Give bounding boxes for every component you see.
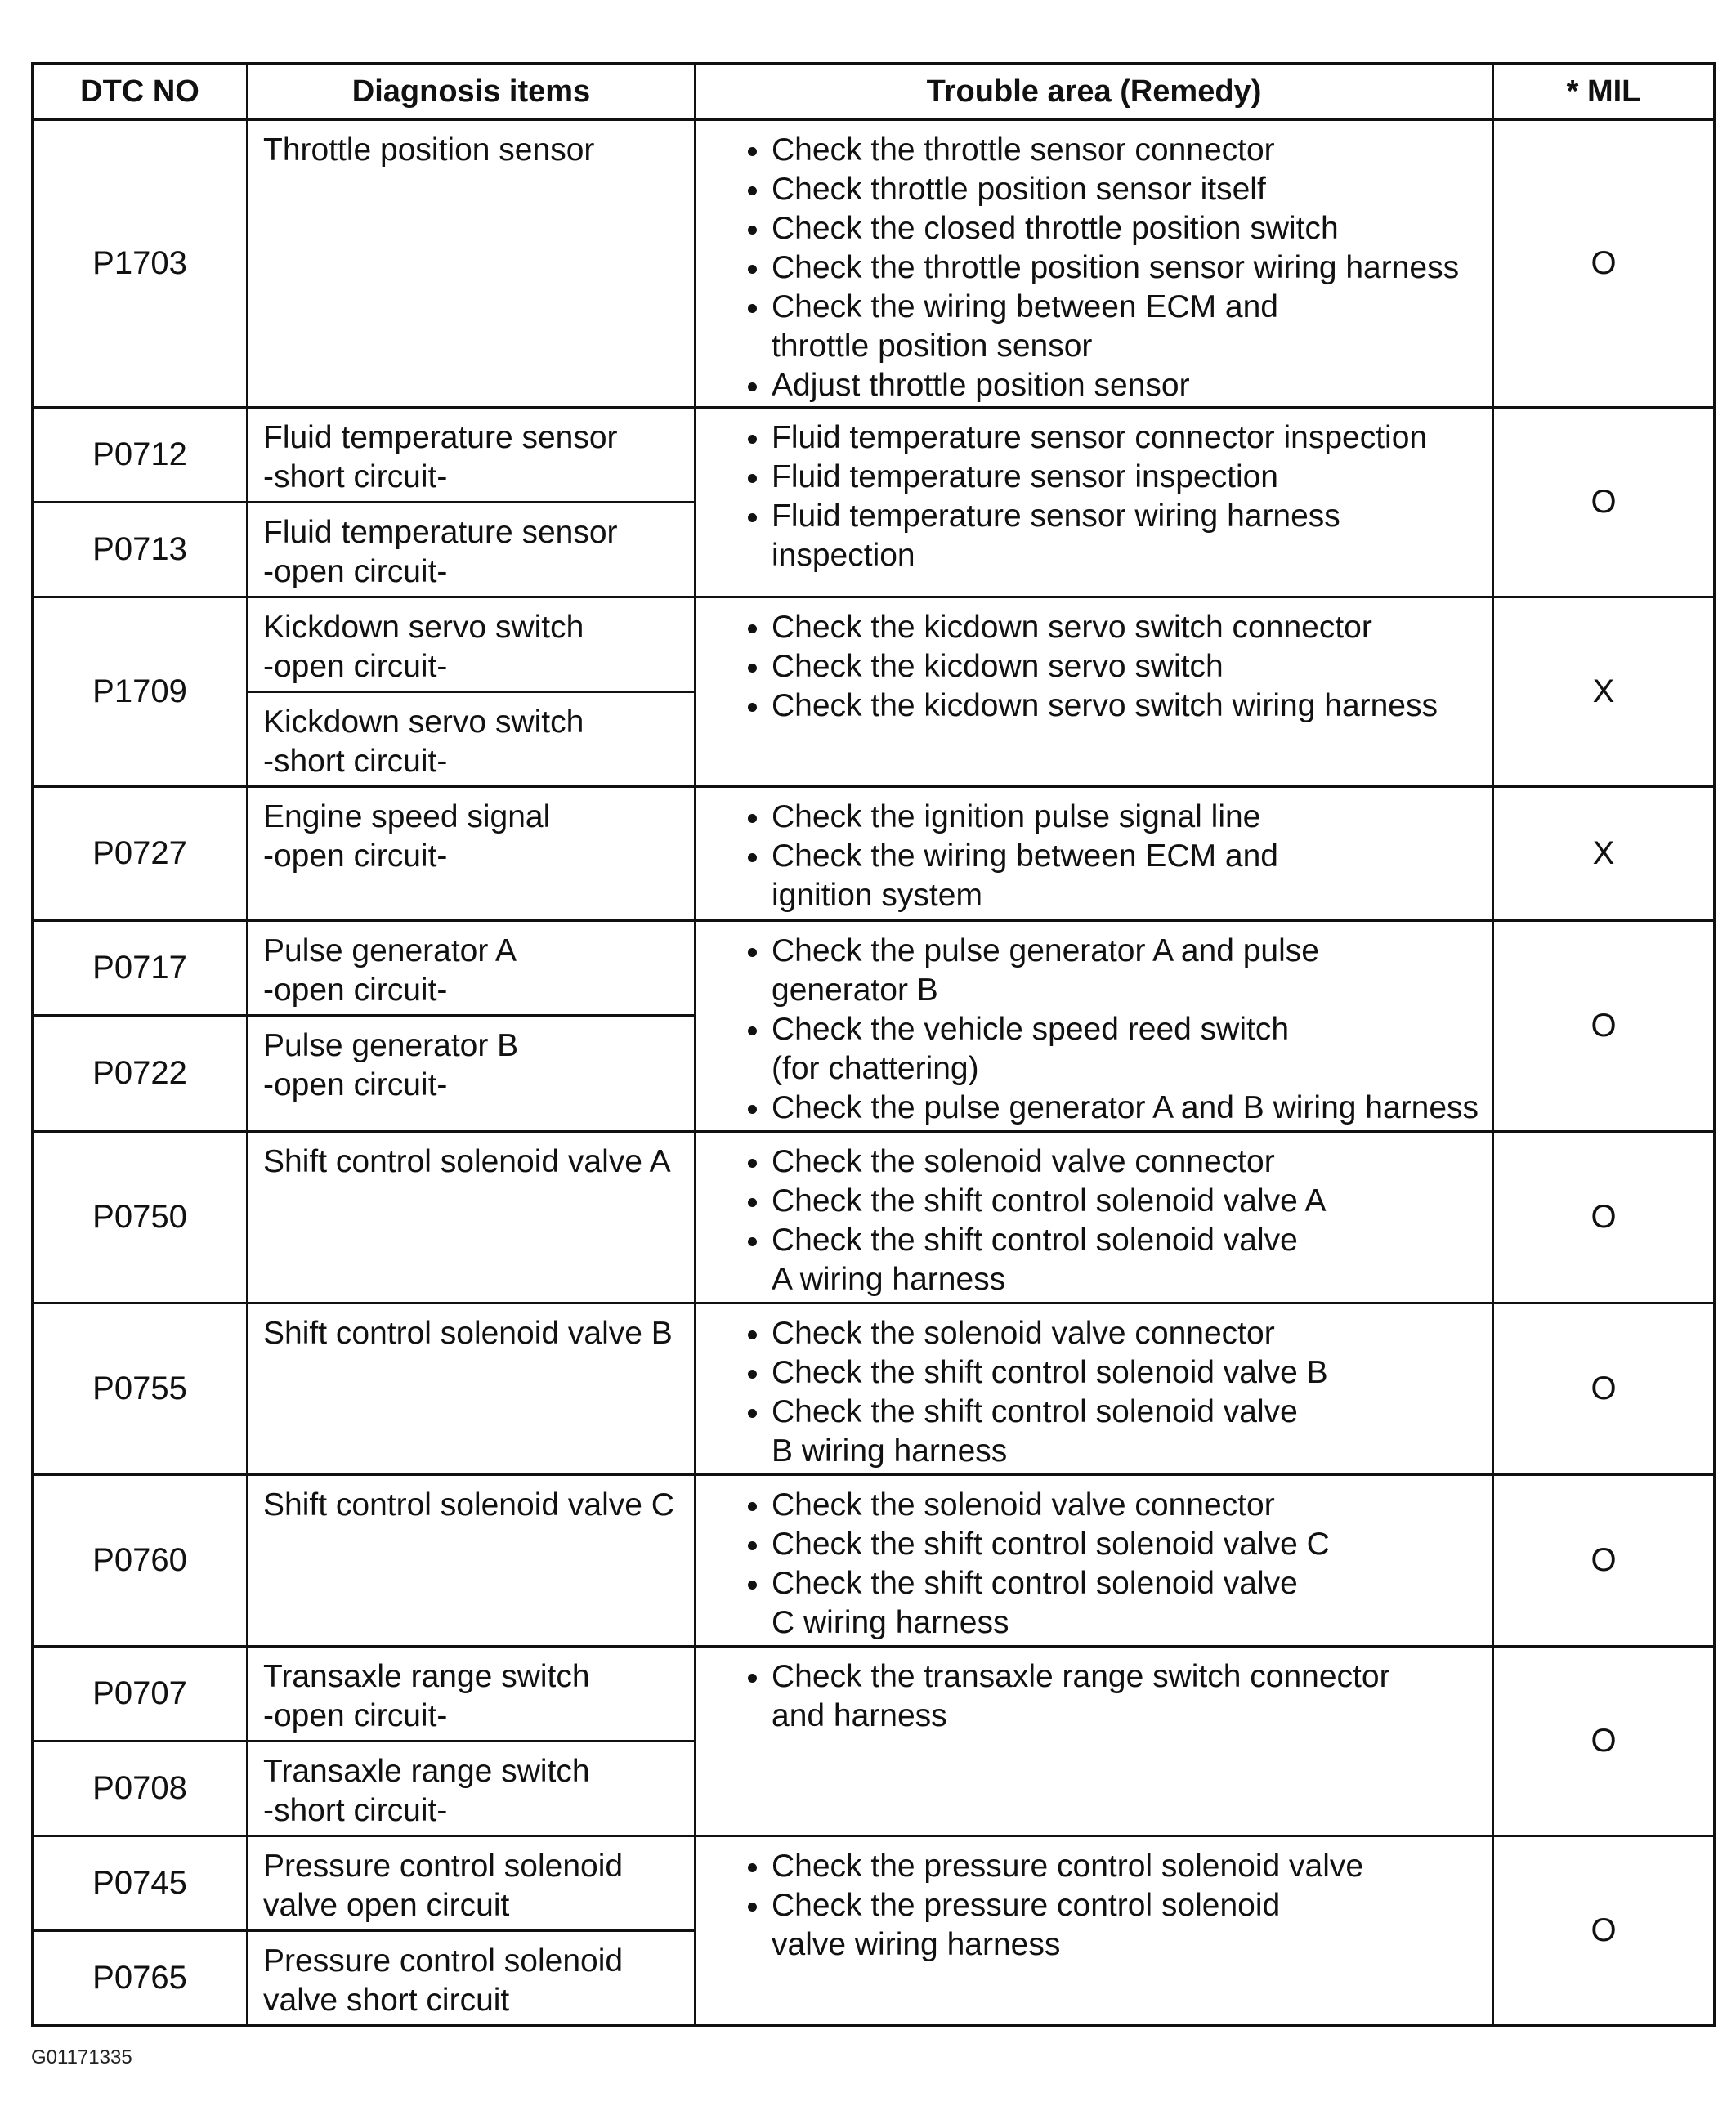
table-row (33, 921, 1715, 1016)
remedy-item: • Check the closed throttle position switch (772, 209, 1487, 248)
remedy-item: • Fluid temperature sensor inspection (772, 458, 1487, 497)
remedy-cell (696, 120, 1493, 408)
table-row (33, 597, 1715, 692)
remedy-item: • Check the shift control solenoid valve A wiring harness (772, 1221, 1487, 1299)
mil-indicator: O (1493, 1475, 1715, 1647)
remedy-cell (696, 597, 1493, 787)
table-row (33, 1647, 1715, 1742)
diagnosis-item: Shift control solenoid valve A (248, 1132, 696, 1303)
remedy-item: • Check the wiring between ECM and ignition system (772, 837, 1487, 915)
remedy-item: • Check the wiring between ECM and throttle position sensor (772, 288, 1487, 366)
dtc-code: P1709 (33, 597, 248, 787)
dtc-code: P0745 (33, 1836, 248, 1931)
dtc-code: P0713 (33, 503, 248, 597)
mil-indicator: O (1493, 1647, 1715, 1836)
table-row (33, 1836, 1715, 1931)
remedy-cell (696, 1303, 1493, 1475)
diagnosis-item: Pulse generator A -open circuit- (248, 921, 696, 1016)
table-row (33, 120, 1715, 408)
remedy-item: • Check the ignition pulse signal line (772, 798, 1487, 837)
mil-indicator: O (1493, 1303, 1715, 1475)
diagnosis-item: Engine speed signal -open circuit- (248, 787, 696, 921)
remedy-item: • Fluid temperature sensor wiring harness inspection (772, 497, 1487, 575)
header-dtc-no: DTC NO (33, 64, 248, 120)
remedy-item: • Check the pulse generator A and pulse generator B (772, 932, 1487, 1010)
dtc-code: P0760 (33, 1475, 248, 1647)
remedy-item: • Check the pulse generator A and B wiring harness (772, 1089, 1487, 1128)
remedy-cell (696, 921, 1493, 1132)
diagnosis-item: Throttle position sensor (248, 120, 696, 408)
remedy-cell (696, 1132, 1493, 1303)
remedy-cell (696, 1836, 1493, 2026)
remedy-cell (696, 1475, 1493, 1647)
remedy-item: • Check the pressure control solenoid valve wiring harness (772, 1886, 1487, 1965)
remedy-item: • Check the solenoid valve connector (772, 1142, 1487, 1182)
dtc-code: P0755 (33, 1303, 248, 1475)
diagnosis-item: Transaxle range switch -open circuit- (248, 1647, 696, 1742)
remedy-item: • Fluid temperature sensor connector inspection (772, 418, 1487, 458)
remedy-item: • Check the shift control solenoid valve A (772, 1182, 1487, 1221)
diagnosis-item: Fluid temperature sensor -short circuit- (248, 408, 696, 503)
remedy-cell (696, 787, 1493, 921)
remedy-cell (696, 408, 1493, 597)
figure-id: G01171335 (31, 2046, 132, 2068)
remedy-item: • Check the shift control solenoid valve C wiring harness (772, 1564, 1487, 1643)
diagnosis-item: Pressure control solenoid valve short circuit (248, 1931, 696, 2026)
dtc-table (31, 62, 1716, 2027)
mil-indicator: O (1493, 1132, 1715, 1303)
dtc-code: P0750 (33, 1132, 248, 1303)
remedy-item: • Check the solenoid valve connector (772, 1486, 1487, 1525)
dtc-code: P0765 (33, 1931, 248, 2026)
mil-indicator: X (1493, 787, 1715, 921)
diagnosis-item: Pressure control solenoid valve open circuit (248, 1836, 696, 1931)
remedy-item: • Check the throttle sensor connector (772, 131, 1487, 170)
remedy-cell (696, 1647, 1493, 1836)
dtc-code: P0708 (33, 1742, 248, 1836)
remedy-item: • Check the shift control solenoid valve B (772, 1353, 1487, 1393)
diagnosis-item: Transaxle range switch -short circuit- (248, 1742, 696, 1836)
dtc-code: P0727 (33, 787, 248, 921)
diagnosis-item: Shift control solenoid valve B (248, 1303, 696, 1475)
remedy-item: • Check the kicdown servo switch connector (772, 608, 1487, 647)
remedy-item: • Check the kicdown servo switch wiring harness (772, 686, 1487, 726)
mil-indicator: O (1493, 120, 1715, 408)
header-row (33, 64, 1715, 120)
remedy-item: • Check the throttle position sensor wiring harness (772, 248, 1487, 288)
table-row (33, 1132, 1715, 1303)
table-row (33, 1475, 1715, 1647)
mil-indicator: O (1493, 1836, 1715, 2026)
mil-indicator: X (1493, 597, 1715, 787)
header-mil: * MIL (1493, 64, 1715, 120)
remedy-item: • Adjust throttle position sensor (772, 366, 1487, 405)
remedy-item: • Check the pressure control solenoid valve (772, 1847, 1487, 1886)
remedy-item: • Check the transaxle range switch connector and harness (772, 1657, 1487, 1736)
table-row (33, 408, 1715, 503)
header-trouble-area: Trouble area (Remedy) (696, 64, 1493, 120)
diagnosis-item: Fluid temperature sensor -open circuit- (248, 503, 696, 597)
diagnosis-item: Kickdown servo switch -open circuit- (248, 597, 696, 692)
mil-indicator: O (1493, 408, 1715, 597)
diagnosis-item: Pulse generator B -open circuit- (248, 1016, 696, 1132)
diagnosis-item: Shift control solenoid valve C (248, 1475, 696, 1647)
header-diagnosis-items: Diagnosis items (248, 64, 696, 120)
remedy-item: • Check throttle position sensor itself (772, 170, 1487, 209)
remedy-item: • Check the kicdown servo switch (772, 647, 1487, 686)
table-row (33, 1303, 1715, 1475)
table-row (33, 787, 1715, 921)
dtc-code: P0712 (33, 408, 248, 503)
dtc-code: P0717 (33, 921, 248, 1016)
diagnosis-item: Kickdown servo switch -short circuit- (248, 692, 696, 787)
dtc-code: P1703 (33, 120, 248, 408)
remedy-item: • Check the shift control solenoid valve C (772, 1525, 1487, 1564)
remedy-item: • Check the vehicle speed reed switch (for chattering) (772, 1010, 1487, 1089)
remedy-item: • Check the solenoid valve connector (772, 1314, 1487, 1353)
remedy-item: • Check the shift control solenoid valve B wiring harness (772, 1393, 1487, 1471)
dtc-code: P0722 (33, 1016, 248, 1132)
mil-indicator: O (1493, 921, 1715, 1132)
dtc-code: P0707 (33, 1647, 248, 1742)
